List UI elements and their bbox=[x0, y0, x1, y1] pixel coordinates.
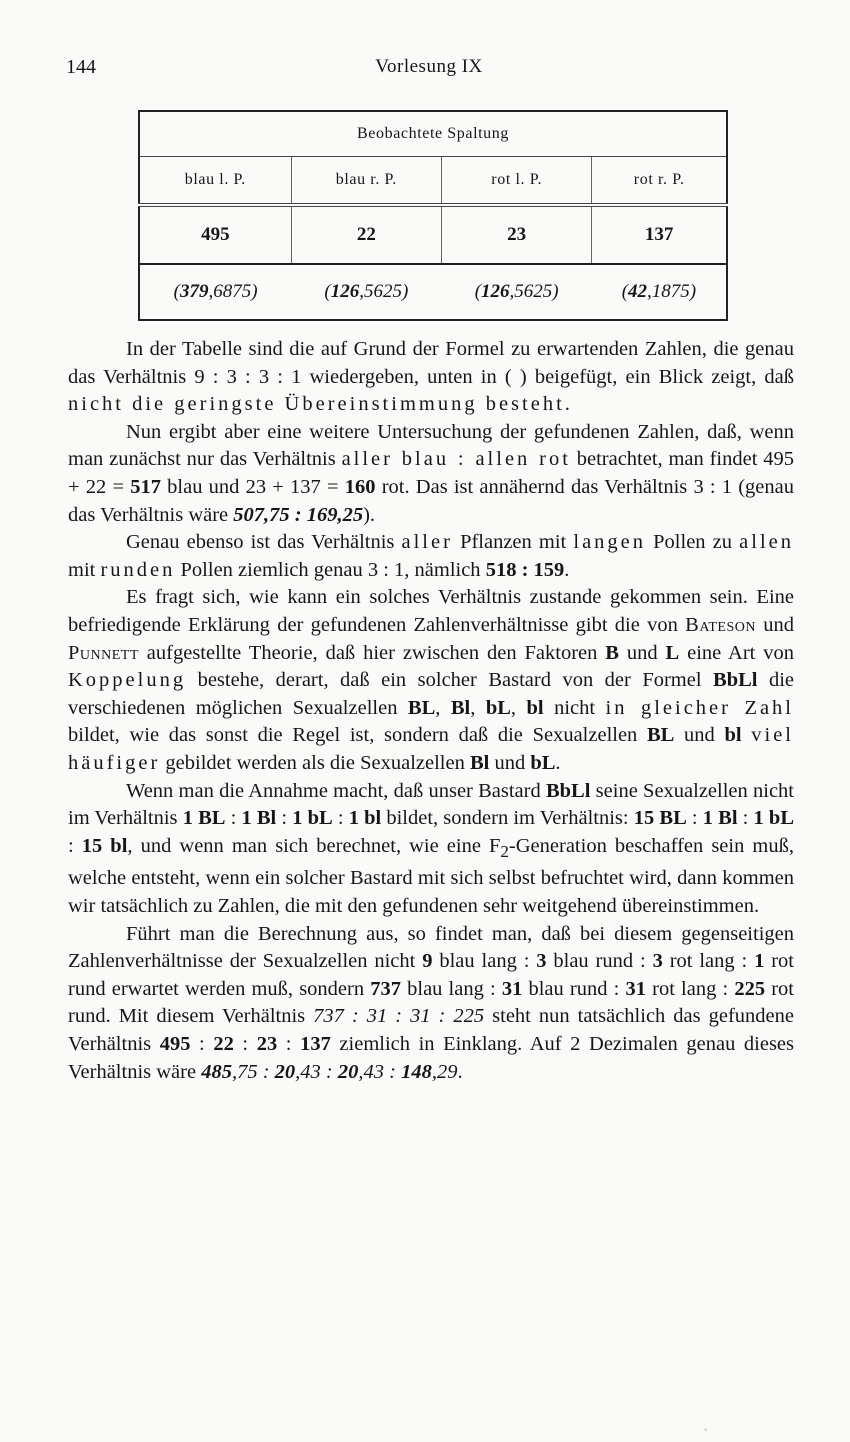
paragraph: Führt man die Berechnung aus, so findet man, daß bei diesem gegenseitigen Zahlenverhältnisse der Sexualzellen nicht 9 blau lang : 3 blau rund : 3 rot lang : 1 rot rund erwartet werden muß, sondern 737 blau lang : 31 blau rund : 31 rot lang : 225 rot rund. Mit diesem Verhältnis 737 : 31 : 31 : 225 steht nun tatsächlich das gefundene Verhältnis 495 : 22 : 23 : 137 ziemlich in Einklang. Auf 2 Dezimalen genau dieses Verhältnis wäre 485,75 : 20,43 : 20,43 : 148,29. bbox=[68, 922, 795, 1083]
observed-value: 137 bbox=[592, 205, 727, 264]
scan-speck: ˎ bbox=[704, 1420, 708, 1431]
expected-value: (379,6875) bbox=[173, 281, 258, 302]
paragraph: Wenn man die Annahme macht, daß unser Bastard BbLl seine Sexualzellen nicht im Verhältnis 1 BL : 1 Bl : 1 bL : 1 bl bildet, sondern im Verhältnis: 15 BL : 1 Bl : 1 bL : 15 bl, und wenn man sich berechnet, wie eine $F_2$-Generation beschaffen sein muß, welche entsteht, wenn ein solcher Bastard mit sich selbst befruchtet wird, dann kommen wir tatsächlich zu Zahlen, die mit den gefundenen sehr weitgehend übereinstimmen. bbox=[68, 779, 795, 917]
table-caption: Beobachtete Spaltung bbox=[139, 111, 727, 157]
column-header: rot r. P. bbox=[592, 157, 727, 206]
expected-value: (126,5625) bbox=[474, 281, 559, 302]
paragraph: Es fragt sich, wie kann ein solches Verhältnis zustande gekommen sein. Eine befriedigende Erklärung der gefundenen Zahlenverhältnisse gibt die von Bateson und Punnett aufgestellte Theorie, daß hier zwischen den Faktoren B und L eine Art von Koppelung bestehe, derart, daß ein solcher Bastard von der Formel BbLl die verschiedenen möglichen Sexualzellen BL, Bl, bL, bl nicht in gleicher Zahl bildet, wie das sonst die Regel ist, sondern daß die Sexualzellen BL und bl viel häufiger gebildet werden als die Sexualzellen Bl und bL. bbox=[68, 586, 795, 774]
body-text bbox=[68, 336, 794, 1086]
expected-value: (126,5625) bbox=[324, 281, 409, 302]
observed-value: 23 bbox=[442, 205, 592, 264]
paragraph: Nun ergibt aber eine weitere Untersuchung der gefundenen Zahlen, daß, wenn man zunächst nur das Verhältnis aller blau : allen rot betrachtet, man findet 495 + 22 = 517 blau und 23 + 137 = 160 rot. Das ist annähernd das Verhältnis 3 : 1 (genau das Verhältnis wäre 507,75 : 169,25). bbox=[68, 420, 795, 526]
column-header: rot l. P. bbox=[442, 157, 592, 206]
observed-value: 22 bbox=[291, 205, 441, 264]
page-header bbox=[64, 56, 794, 84]
running-title: Vorlesung IX bbox=[375, 56, 483, 77]
paragraph: Genau ebenso ist das Verhältnis aller Pflanzen mit langen Pollen zu allen mit runden Pollen ziemlich genau 3 : 1, nämlich 518 : 159. bbox=[68, 531, 794, 581]
page-number: 144 bbox=[66, 56, 96, 78]
expected-value: (42,1875) bbox=[621, 281, 697, 302]
observed-value: 495 bbox=[139, 205, 291, 264]
column-header: blau r. P. bbox=[291, 157, 441, 206]
segregation-table bbox=[138, 110, 728, 321]
paragraph: In der Tabelle sind die auf Grund der Formel zu erwartenden Zahlen, die genau das Verhältnis 9 : 3 : 3 : 1 wiedergeben, unten in ( ) beigefügt, ein Blick zeigt, daß nicht die geringste Übereinstimmung besteht. bbox=[68, 338, 794, 416]
column-header: blau l. P. bbox=[139, 157, 291, 206]
